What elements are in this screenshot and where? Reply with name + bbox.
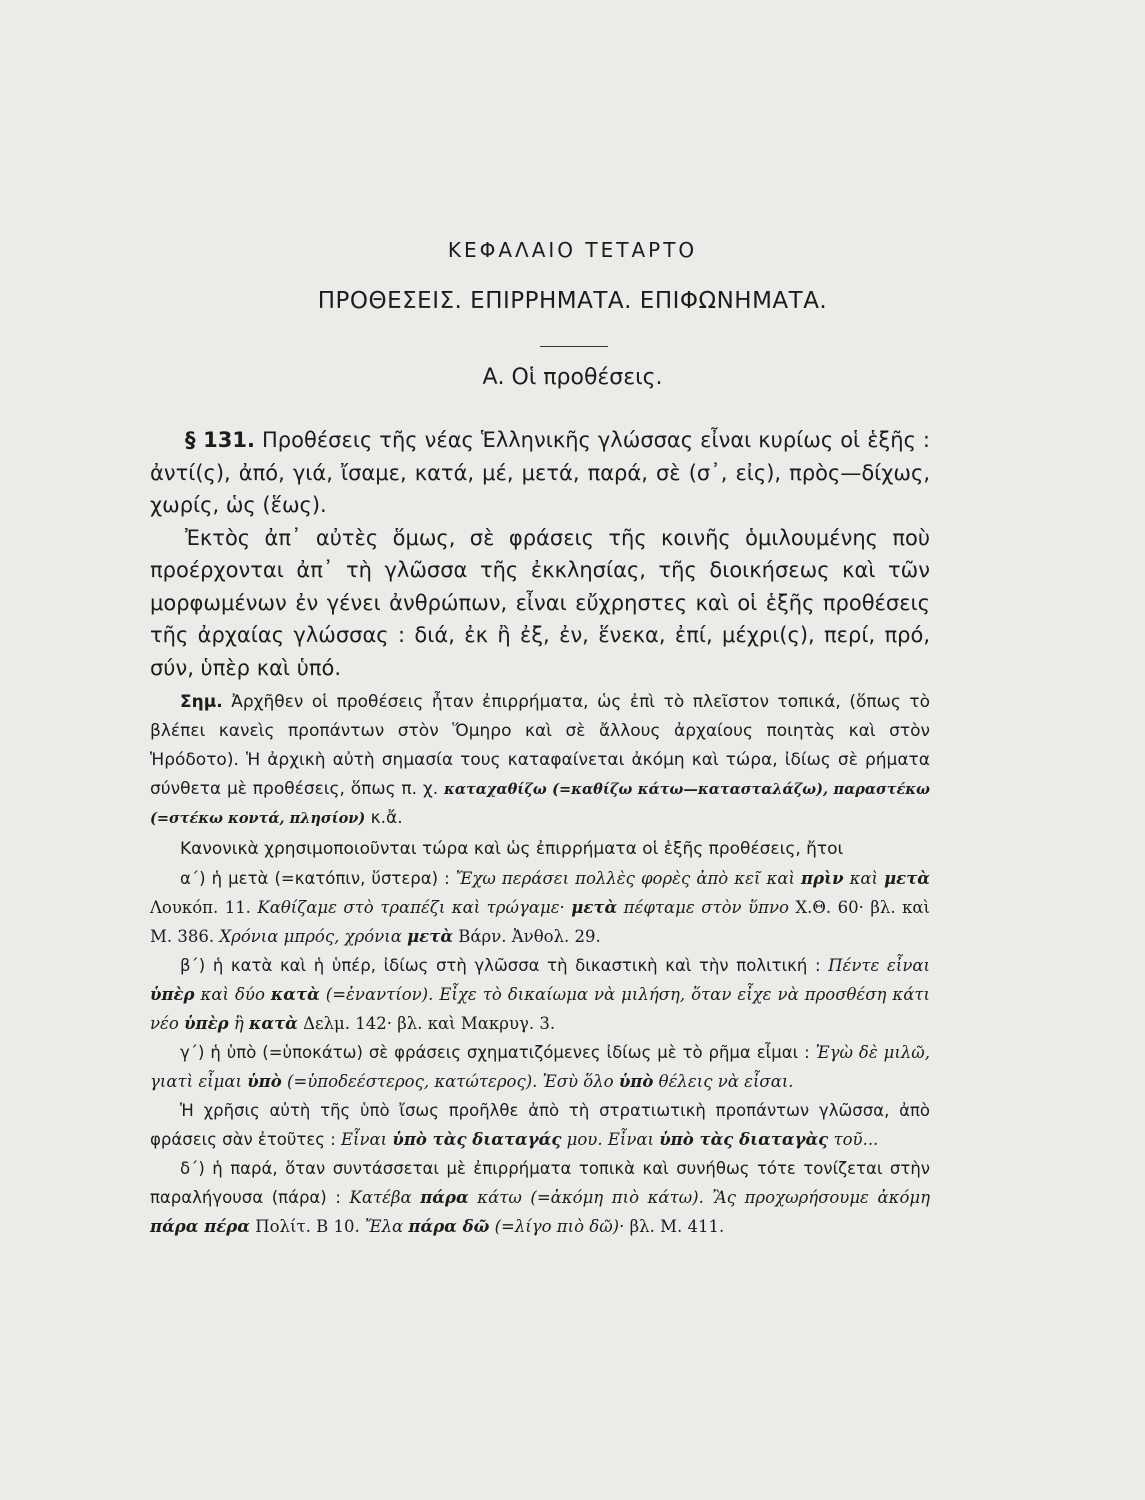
example-text: καὶ bbox=[843, 869, 885, 888]
reference: Πολίτ. Β 10. bbox=[249, 1217, 365, 1236]
example-text: μου. Εἶναι bbox=[561, 1130, 660, 1149]
example-text: πέφταμε στὸν ὕπνο bbox=[617, 898, 789, 917]
example-bold: μετὰ bbox=[407, 927, 454, 946]
paragraph-extra-prepositions: Ἐκτὸς ἀπ᾽ αὐτὲς ὅμως, σὲ φράσεις τῆς κοινῆς ὁμιλουμένης ποὺ προέρχονται ἀπ᾽ τὴ γλῶσσα τῆς ἐκκλησίας, τῆς διοικήσεως καὶ τῶν μορφωμένων ἐν γένει ἀνθρώπων, εἶναι εὔχρηστες καὶ οἱ ἑξῆς προθέσεις τῆς ἀρχαίας γλώσσας : διά, ἐκ ἢ ἐξ, ἐν, ἕνεκα, ἐπί, μέχρι(ς), περί, πρό, σύν, ὑπὲρ καὶ ὑπό. bbox=[150, 525, 930, 680]
item-b bbox=[150, 951, 930, 1038]
example-text: (=ἐναντίον). Εἶχε τὸ δικαίωμα νὰ μιλήση, ὅταν εἶχε νὰ προσθέση κάτι νέο bbox=[150, 985, 930, 1033]
reference: Βάρν. Ἀνθολ. 29. bbox=[453, 927, 601, 946]
paragraph-text: Ἡ χρῆσις αὐτὴ τῆς ὑπὸ ἴσως προῆλθε ἀπὸ τὴ στρατιωτικὴ προπάντων γλῶσσα, ἀπὸ φράσεις σὰν ἐτοῦτες : bbox=[150, 1101, 930, 1149]
note-text: Ἀρχῆθεν οἱ προθέσεις ἦταν ἐπιρρήματα, ὡς ἐπὶ τὸ πλεῖστον τοπικά, (ὅπως τὸ βλέπει κανεὶς προπάντων στὸν Ὅμηρο καὶ σὲ ἄλλους ἀρχαίους ποιητὰς καὶ στὸν Ἡρόδοτο). Ἡ ἀρχικὴ αὐτὴ σημασία τους καταφαίνεται ἀκόμη καὶ τώρα, ἰδίως σὲ ρήματα σύνθετα μὲ προθέσεις, ὅπως π. χ. bbox=[150, 692, 930, 799]
item-d bbox=[150, 1154, 930, 1241]
example-bold: πάρα πέρα bbox=[150, 1217, 250, 1236]
paragraph-text: Προθέσεις τῆς νέας Ἑλληνικῆς γλώσσας εἶναι κυρίως οἱ ἑξῆς : ἀντί(ς), ἀπό, γιά, ἴσαμε, κατά, μέ, μετά, παρά, σὲ (σ᾽, εἰς), πρὸς—δίχως, χωρίς, ὡς (ἕως). bbox=[150, 428, 930, 517]
example-bold: ὑπὸ bbox=[618, 1072, 654, 1091]
section-heading: Α. Οἱ προθέσεις. bbox=[482, 365, 663, 390]
page-title: ΠΡΟΘΕΣΕΙΣ. ΕΠΙΡΡΗΜΑΤΑ. ΕΠΙΦΩΝΗΜΑΤΑ. bbox=[317, 288, 828, 314]
paragraph-131 bbox=[150, 424, 930, 522]
item-c-lead: γ΄) ἡ ὑπὸ (=ὑποκάτω) σὲ φράσεις σχηματιζόμενες ἰδίως μὲ τὸ ρῆμα εἶμαι : bbox=[180, 1043, 816, 1062]
example-text: θέλεις νὰ εἶσαι. bbox=[653, 1072, 794, 1091]
example-bold: πρὶν bbox=[801, 869, 844, 888]
example-text: Ἔλα bbox=[364, 1217, 409, 1236]
example-bold: πάρα bbox=[420, 1188, 469, 1207]
section-number: § 131. bbox=[185, 428, 255, 452]
example-bold: μετὰ bbox=[884, 869, 931, 888]
note-end: κ.ἄ. bbox=[365, 808, 403, 828]
text-body bbox=[150, 424, 930, 1241]
example-text: Πέντε εἶναι bbox=[828, 956, 930, 975]
example-text: καὶ δύο bbox=[194, 985, 271, 1004]
note-examples: καταχαθίζω (=καθίζω κάτω—κατασταλάζω), παραστέκω (=στέκω κοντά, πλησίον) bbox=[150, 781, 930, 827]
example-text: ἢ bbox=[228, 1014, 249, 1033]
example-bold: ὑπὸ τὰς διαταγὰς bbox=[659, 1130, 829, 1149]
reference: Δελμ. 142· βλ. καὶ Μακρυγ. 3. bbox=[297, 1014, 556, 1033]
item-b-lead: β΄) ἡ κατὰ καὶ ἡ ὑπέρ, ἰδίως στὴ γλῶσσα τὴ δικαστικὴ καὶ τὴν πολιτική : bbox=[180, 956, 829, 975]
item-d-lead: δ΄) ἡ παρά, ὅταν συντάσσεται μὲ ἐπιρρήματα τοπικὰ καὶ συνήθως τότε τονίζεται στὴν παραλήγουσα (πάρα) : bbox=[150, 1159, 930, 1207]
example-bold: κατὰ bbox=[270, 985, 320, 1004]
example-bold: ὑπὲρ bbox=[150, 985, 195, 1004]
paragraph-adverbs: Κανονικὰ χρησιμοποιοῦνται τώρα καὶ ὡς ἐπιρρήματα οἱ ἑξῆς προθέσεις, ἤτοι bbox=[180, 839, 844, 859]
reference: Χ.Θ. 60· βλ. καὶ Μ. 386. bbox=[150, 898, 930, 946]
example-bold: μετὰ bbox=[571, 898, 618, 917]
example-bold: ὑπὸ τὰς διαταγάς bbox=[392, 1130, 562, 1149]
example-text: Ἐγὼ δὲ μιλῶ, γιατὶ εἶμαι bbox=[150, 1043, 930, 1091]
item-a-lead: α΄) ἡ μετὰ (=κατόπιν, ὕστερα) : bbox=[180, 869, 456, 888]
chapter-heading: ΚΕΦΑΛΑΙΟ ΤΕΤΑΡΤΟ bbox=[447, 238, 698, 262]
example-bold: ὑπὸ bbox=[247, 1072, 282, 1091]
paragraph-military-usage bbox=[150, 1096, 930, 1154]
example-text: κάτω (=ἀκόμη πιὸ κάτω). Ἂς προχωρήσουμε ἀκόμη bbox=[468, 1188, 931, 1207]
reference: βλ. Μ. 411. bbox=[624, 1217, 725, 1236]
item-a bbox=[150, 864, 930, 951]
example-text: (=ὑποδεέστερος, κατώτερος). Ἐσὺ ὅλο bbox=[281, 1072, 619, 1091]
note-label: Σημ. bbox=[180, 692, 223, 712]
example-text: (=λίγο πιὸ δῶ)· bbox=[489, 1217, 625, 1236]
example-text: Ἔχω περάσει πολλὲς φορὲς ἀπὸ κεῖ καὶ bbox=[455, 869, 802, 888]
example-bold: πάρα δῶ bbox=[408, 1217, 490, 1236]
title-divider bbox=[540, 346, 608, 347]
example-text: Καθίζαμε στὸ τραπέζι καὶ τρώγαμε· bbox=[257, 898, 572, 917]
example-bold: ὑπὲρ bbox=[184, 1014, 229, 1033]
example-text: τοῦ... bbox=[828, 1130, 879, 1149]
example-bold: κατὰ bbox=[249, 1014, 298, 1033]
example-text: Χρόνια μπρός, χρόνια bbox=[219, 927, 408, 946]
reference: Λουκόπ. 11. bbox=[150, 898, 258, 917]
item-c bbox=[150, 1038, 930, 1096]
note-paragraph bbox=[150, 688, 930, 833]
example-text: Κατέβα bbox=[349, 1188, 421, 1207]
example-text: Εἶναι bbox=[341, 1130, 393, 1149]
